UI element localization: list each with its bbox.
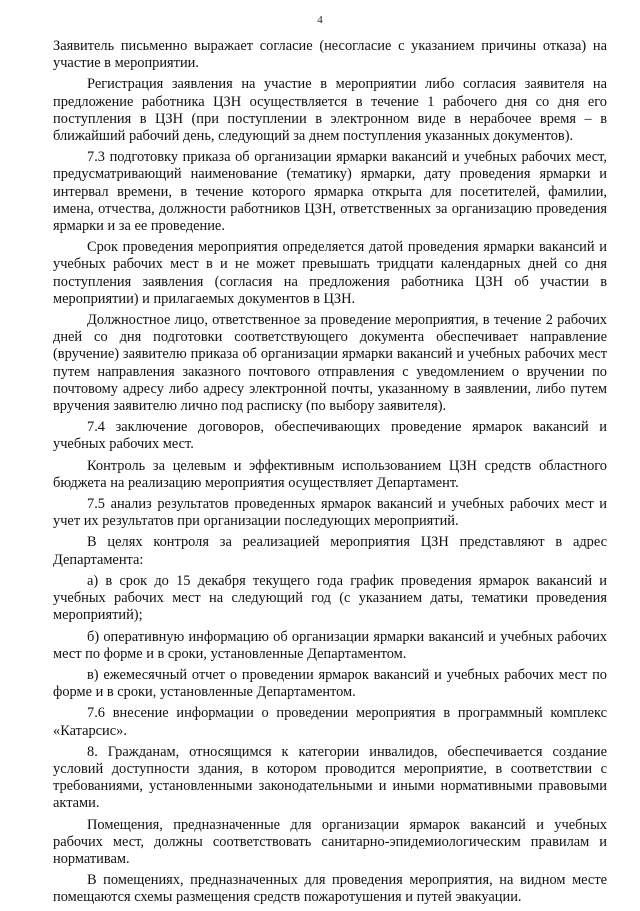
paragraph: Срок проведения мероприятия определяется датой проведения ярмарки вакансий и учебных рабочих мест в и не может превышать тридцати календарных дней со дня поступления заявления (согласия на предложения работника ЦЗН об участии в мероприятии) и прилагаемых документов в ЦЗН.: [53, 239, 607, 307]
paragraph: в) ежемесячный отчет о проведении ярмарок вакансий и учебных рабочих мест по форме и в сроки, установленные Департаментом.: [53, 666, 607, 701]
paragraph: Помещения, предназначенные для организации ярмарок вакансий и учебных рабочих мест, должны соответствовать санитарно-эпидемиологическим правилам и нормативам.: [53, 816, 607, 867]
paragraph: 7.6 внесение информации о проведении мероприятия в программный комплекс «Катарсис».: [53, 705, 607, 739]
paragraph: Заявитель письменно выражает согласие (несогласие с указанием причины отказа) на участие в мероприятии.: [53, 38, 607, 72]
paragraph: 7.3 подготовку приказа об организации ярмарки вакансий и учебных рабочих мест, предусматривающий наименование (тематику) ярмарки, дату проведения ярмарки и интервал времени, в течение которого ярмарка открыта для посетителей, фамилии, имена, отчества, должности работников ЦЗН, ответственных за организацию проведения ярмарки и за ее проведение.: [53, 149, 607, 235]
paragraph: 8. Гражданам, относящимся к категории инвалидов, обеспечивается создание условий доступности здания, в котором проводится мероприятие, в соответствии с требованиями, установленными законодательными и иными нормативными правовыми актами.: [53, 743, 607, 812]
paragraph: Регистрация заявления на участие в мероприятии либо согласия заявителя на предложение работника ЦЗН осуществляется в течение 1 рабочего дня со дня его поступления в ЦЗН (при поступлении в электронном виде в нерабочее время – в ближайший рабочий день, следующий за днем поступления указанных документов).: [53, 76, 607, 145]
paragraph: Должностное лицо, ответственное за проведение мероприятия, в течение 2 рабочих дней со дня подготовки соответствующего документа обеспечивает направление (вручение) заявителю приказа об организации ярмарки вакансий и учебных рабочих мест путем направления заказного почтового отправления с уведомлением о вручении по почтовому адресу либо адресу электронной почты, указанному в заявлении, либо путем вручения заявителю лично под расписку (по выбору заявителя).: [53, 312, 607, 415]
paragraph: 7.4 заключение договоров, обеспечивающих проведение ярмарок вакансий и учебных рабочих мест.: [53, 419, 607, 453]
paragraph: 7.5 анализ результатов проведенных ярмарок вакансий и учебных рабочих мест и учет их результатов при организации последующих мероприятий.: [53, 496, 607, 530]
document-body: [53, 38, 607, 911]
page-number: 4: [317, 14, 323, 26]
paragraph: Контроль за целевым и эффективным использованием ЦЗН средств областного бюджета на реализацию мероприятия осуществляет Департамент.: [53, 457, 607, 491]
paragraph: В помещениях, предназначенных для проведения мероприятия, на видном месте помещаются схемы размещения средств пожаротушения и путей эвакуации.: [53, 872, 607, 906]
paragraph: б) оперативную информацию об организации ярмарки вакансий и учебных рабочих мест по форме и в сроки, установленные Департаментом.: [53, 628, 607, 662]
paragraph: В целях контроля за реализацией мероприятия ЦЗН представляют в адрес Департамента:: [53, 534, 607, 568]
paragraph: а) в срок до 15 декабря текущего года график проведения ярмарок вакансий и учебных рабочих мест на следующий год (с указанием даты, тематики проведения мероприятий);: [53, 572, 607, 624]
